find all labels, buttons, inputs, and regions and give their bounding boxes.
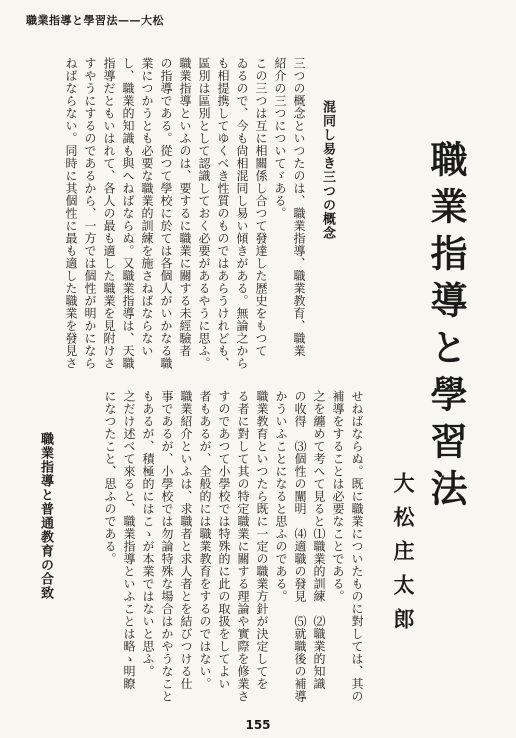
- text-line: 三つの概念といつたのは、職業指導、職業教育、職業: [292, 57, 306, 357]
- text-line: 者もあるが、全般的には職業教育をするのではない。: [198, 390, 212, 690]
- text-line: せねばならぬ。既に職業についたものに對しては、其の: [350, 390, 364, 703]
- text-line: 事であるが、小學校では勿論特殊な場合はかやうなこと: [160, 390, 174, 703]
- text-line: もあるが、積極的にはこゝが本業ではないと思ふ。: [141, 390, 155, 678]
- text-line: 職業紹介といふは、求職者と求人者とを結びつける仕: [179, 390, 193, 690]
- section-heading-general-education: 職業指導と普通教育の合致: [38, 432, 53, 600]
- text-line: この三つは互に相關係し合つて發達した歴史をもつて: [254, 57, 268, 357]
- text-line: かういふことになると思ふのである。: [274, 390, 288, 603]
- text-line: 之だけ述べて來ると、職業指導といふことは略ゝ明瞭: [122, 390, 136, 690]
- text-line: 職業指導といふのは、要するに職業に關する未經驗者: [178, 57, 192, 357]
- section-body-concepts: [20, 57, 308, 369]
- section-heading-confusing-concepts: 混同し易き三つの概念: [320, 100, 335, 240]
- article-title: 職業指導と學習法: [424, 140, 467, 516]
- article-author: 大松庄太郎: [391, 472, 415, 642]
- text-line: になつたこと、思ふのである。: [103, 390, 117, 565]
- text-line: 業につかうとも必要な職業的訓練を施さねばならない: [140, 57, 154, 357]
- text-line: も相提携してゆくべき性質のものではあらうけれども、: [216, 57, 230, 370]
- running-header: 職業指導と學習法——大松: [26, 14, 164, 27]
- text-line: ねばならない。同時に其個性に最も適した職業を發見さ: [64, 57, 78, 370]
- text-line: ゐるので、今も尙相混同し易い傾きがある。無論之から: [235, 57, 249, 370]
- text-line: すのであつて小學校では特殊的に此の取扱をしてよい: [217, 390, 231, 690]
- text-line: の指導である。從つて學校に於ては各個人がいかなる職: [159, 57, 173, 370]
- page-number: 155: [245, 718, 271, 732]
- text-line: 之を纏めて考へて見ると⑴職業的訓練 ⑵職業的知識: [312, 390, 326, 690]
- text-line: 紹介の三つについてゞある。: [273, 57, 287, 220]
- text-line: し、職業的知識も與へねばならぬ。又職業指導は、天職: [121, 57, 135, 370]
- text-line: 指導だともいはれて、各人の最も適した職業を見附けさ: [102, 57, 116, 370]
- text-line: の收得 ⑶個性の闡明 ⑷適職の發見 ⑸就職後の補導: [293, 390, 307, 703]
- text-line: 職業教育といつたら既に一定の職業方針が決定してを: [255, 390, 269, 690]
- section-body-guidance-continued: [82, 390, 366, 703]
- text-line: 區別は區別として認識しておく必要があるやうに思ふ。: [197, 57, 211, 370]
- text-line: る者に對して其の特定職業に關する理論や實際を修業さ: [236, 390, 250, 703]
- text-line: すやうにするのであるから、一方では個性が明かになら: [83, 57, 97, 370]
- text-line: 補導をすることは必要なことである。: [331, 390, 345, 603]
